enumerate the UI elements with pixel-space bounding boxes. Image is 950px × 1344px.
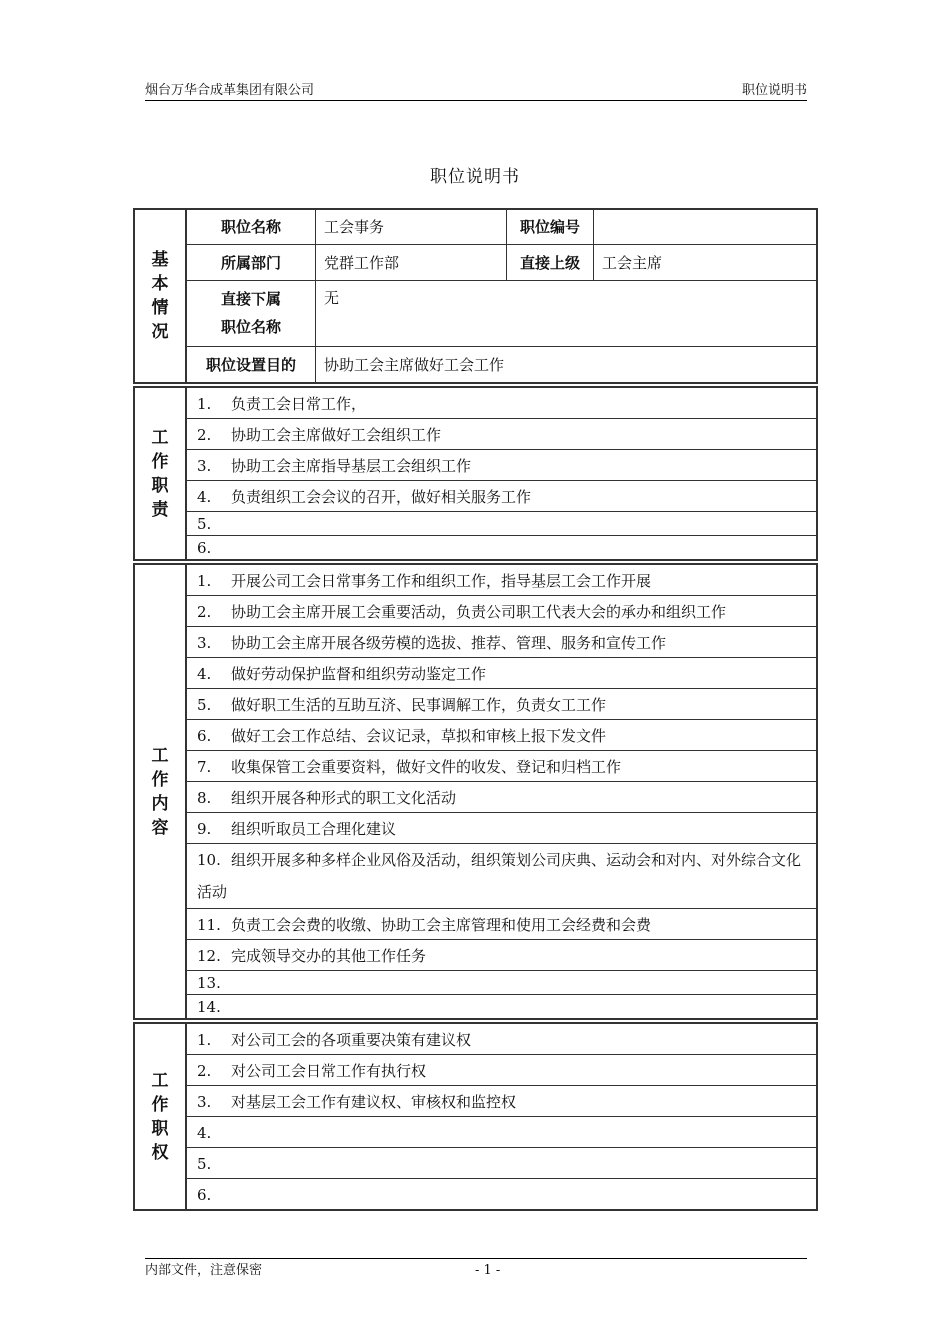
- list-item: 1. 负责工会日常工作，: [187, 388, 816, 419]
- list-item: 11. 负责工会会费的收缴、协助工会主席管理和使用工会经费和会费: [187, 909, 816, 940]
- list-item: 7. 收集保管工会重要资料，做好文件的收发、登记和归档工作: [187, 751, 816, 782]
- company-name: 烟台万华合成革集团有限公司: [145, 83, 315, 98]
- list-item: 1. 开展公司工会日常事务工作和组织工作，指导基层工会工作开展: [187, 565, 816, 596]
- document-type: 职位说明书: [741, 83, 807, 98]
- content-section: [133, 563, 818, 1020]
- list-item: 10. 组织开展多种多样企业风俗及活动，组织策划公司庆典、运动会和对内、对外综合文化活动: [187, 844, 816, 909]
- basic-info-label: 基 本 情 况: [135, 210, 187, 382]
- page-header: [145, 82, 807, 101]
- authority-section: [133, 1022, 818, 1211]
- list-item: 4. 负责组织工会会议的召开，做好相关服务工作: [187, 481, 816, 512]
- list-item: 3. 对基层工会工作有建议权、审核权和监控权: [187, 1086, 816, 1117]
- list-item: 2. 协助工会主席做好工会组织工作: [187, 419, 816, 450]
- content-label: 工 作 内 容: [135, 565, 187, 1018]
- list-item: 4.: [187, 1117, 816, 1148]
- supervisor-value: 工会主席: [594, 244, 817, 280]
- position-code-label: 职位编号: [507, 210, 594, 244]
- list-item: 14.: [197, 998, 221, 1016]
- basic-info-section: [133, 208, 818, 384]
- list-item: 5.: [187, 512, 816, 536]
- page-title: 职位说明书: [430, 167, 520, 187]
- confidential-note: 内部文件，注意保密: [145, 1263, 263, 1278]
- page-footer: [145, 1258, 807, 1281]
- job-description-table: [133, 208, 818, 1211]
- list-item: 2. 对公司工会日常工作有执行权: [187, 1055, 816, 1086]
- duties-label: 工 作 职 责: [135, 388, 187, 559]
- duties-section: [133, 386, 818, 561]
- department-label: 所属部门: [187, 244, 316, 280]
- list-item: 6. 做好工会工作总结、会议记录，草拟和审核上报下发文件: [187, 720, 816, 751]
- list-item: 9. 组织听取员工合理化建议: [187, 813, 816, 844]
- supervisor-label: 直接上级: [507, 244, 594, 280]
- position-name-label: 职位名称: [187, 210, 316, 244]
- list-item: 1. 对公司工会的各项重要决策有建议权: [187, 1024, 816, 1055]
- list-item: 3. 协助工会主席指导基层工会组织工作: [187, 450, 816, 481]
- purpose-value: 协助工会主席做好工会工作: [316, 346, 817, 382]
- position-code-value: [594, 210, 817, 244]
- basic-info-table: [187, 210, 816, 382]
- page-number: - 1 -: [475, 1263, 501, 1278]
- purpose-label: 职位设置目的: [187, 346, 316, 382]
- list-item: 4. 做好劳动保护监督和组织劳动鉴定工作: [187, 658, 816, 689]
- authority-label: 工 作 职 权: [135, 1024, 187, 1209]
- list-item: 6.: [197, 539, 212, 557]
- subordinate-value: 无: [316, 280, 817, 346]
- list-item: 3. 协助工会主席开展各级劳模的选拔、推荐、管理、服务和宣传工作: [187, 627, 816, 658]
- list-item: 5.: [187, 1148, 816, 1179]
- department-value: 党群工作部: [316, 244, 507, 280]
- list-item: 12. 完成领导交办的其他工作任务: [187, 940, 816, 971]
- list-item: 2. 协助工会主席开展工会重要活动，负责公司职工代表大会的承办和组织工作: [187, 596, 816, 627]
- list-item: 8. 组织开展各种形式的职工文化活动: [187, 782, 816, 813]
- list-item: 13.: [187, 971, 816, 995]
- position-name-value: 工会事务: [316, 210, 507, 244]
- list-item: 6.: [197, 1186, 212, 1204]
- list-item: 5. 做好职工生活的互助互济、民事调解工作，负责女工工作: [187, 689, 816, 720]
- subordinate-label: 直接下属 职位名称: [187, 280, 316, 346]
